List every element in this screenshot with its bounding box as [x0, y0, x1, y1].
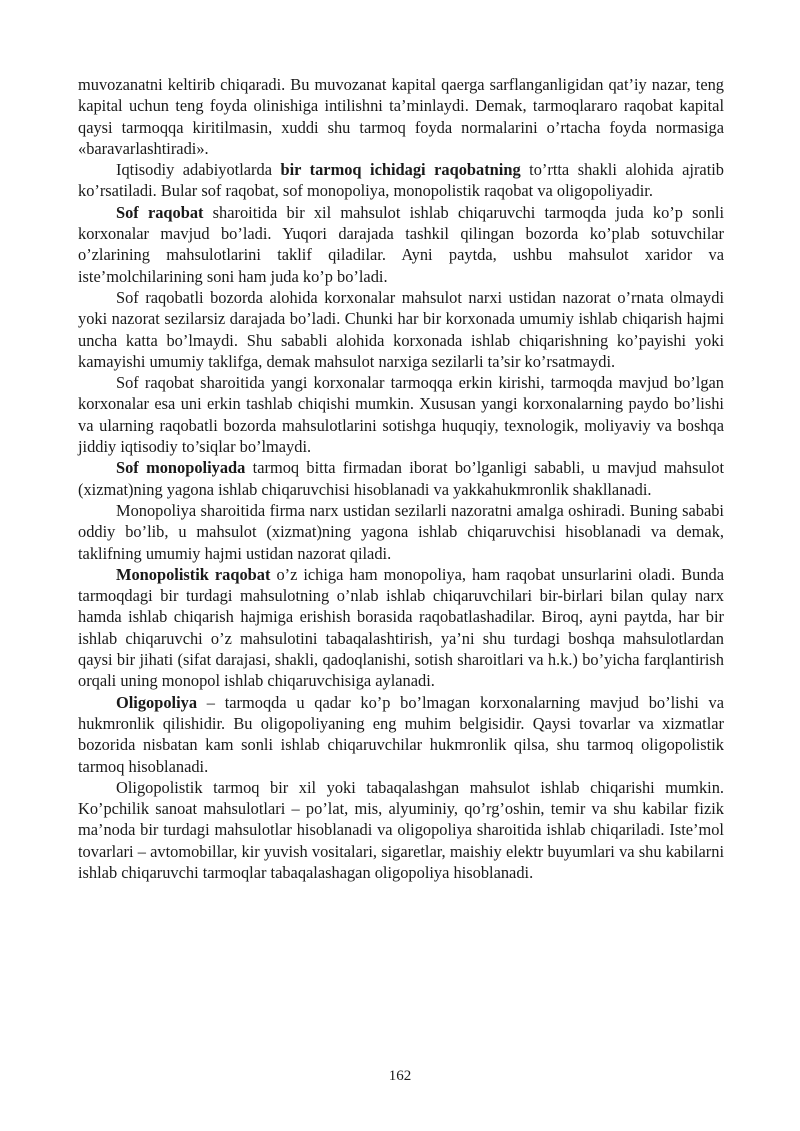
paragraph-monopolistic-competition: [78, 564, 724, 692]
paragraph-intra-industry-competition: [78, 159, 724, 202]
paragraph-continuation: [78, 74, 724, 159]
bold-term: Monopolistik raqobat: [116, 564, 271, 584]
paragraph-monopoly-price-control: [78, 500, 724, 564]
paragraph-oligopoly: [78, 692, 724, 777]
paragraph-text: muvozanatni keltirib chiqaradi. Bu muvozanat kapital qaerga sarflanganligidan qat’iy nazar, teng kapital uchun teng foyda olinishiga intilishni ta’minlaydi. Demak, tarmoqlararo raqobat kapital qaysi tarmoqqa kiritilmasin, xuddi shu tarmoq foyda normalarini o’rtacha foyda normasiga «baravarlashtiradi».: [78, 75, 724, 158]
paragraph-free-entry: [78, 372, 724, 457]
paragraph-text: Monopoliya sharoitida firma narx ustidan sezilarli nazoratni amalga oshiradi. Buning sababi oddiy bo’lib, u mahsulot (xizmat)ning yagona ishlab chiqaruvchisi hisoblanadi va demak, taklifning umumiy hajmi ustidan nazorat qiladi.: [78, 500, 724, 563]
paragraph-text: o’z ichiga ham monopoliya, ham raqobat unsurlarini oladi. Bunda tarmoqdagi bir turdagi mahsulotning o’nlab ishlab chiqaruvchilari bir-birlari bilan qulay narx hamda ishlab chiqarish hajmiga erishish borasida raqobatlashadilar. Biroq, ayni paytda, har bir ishlab chiqaruvchi o’z mahsulotini tabaqalashtirish, ya’ni shu turdagi boshqa mahsulotlardan qaysi bir jihati (sifat darajasi, shakli, qadoqlanishi, sotish sharoitlari va h.k.) bo’yicha farqlantirish orqali uning monopol ishlab chiqaruvchisiga aylanadi.: [78, 564, 724, 691]
paragraph-text: – tarmoqda u qadar ko’p bo’lmagan korxonalarning mavjud bo’lishi va hukmronlik qilishidir. Bu oligopoliyaning eng muhim belgisidir. Qaysi tovarlar va xizmatlar bozorida nisbatan kam sonli ishlab chiqaruvchilar hukmronlik qilsa, shu tarmoq oligopolistik tarmoq hisoblanadi.: [78, 692, 724, 776]
bold-term: bir tarmoq ichidagi raqobatning: [280, 160, 521, 180]
paragraph-text: Iqtisodiy adabiyotlarda: [116, 160, 281, 180]
paragraph-pure-competition-market: [78, 287, 724, 372]
paragraph-text: Sof raqobat sharoitida yangi korxonalar tarmoqqa erkin kirishi, tarmoqda mavjud bo’lgan korxonalar esa uni erkin tashlab chiqishi mumkin. Xususan yangi korxonalarning paydo bo’lishi va ularning raqobatli bozorda mahsulotlarini sotishga huquqiy, texnologik, moliyaviy va boshqa jiddiy iqtisodiy to’siqlar bo’lmaydi.: [78, 373, 724, 457]
page-number: 162: [388, 1068, 412, 1084]
paragraph-text: tarmoq bitta firmadan iborat bo’lganligi sababli, u mavjud mahsulot (xizmat)ning yagona ishlab chiqaruvchisi hisoblanadi va yakkahukmronlik shakllanadi.: [78, 458, 724, 499]
bold-term: Sof monopoliyada: [116, 458, 246, 478]
bold-term: Sof raqobat: [116, 202, 204, 222]
paragraph-text: Oligopolistik tarmoq bir xil yoki tabaqalashgan mahsulot ishlab chiqarishi mumkin. Ko’pchilik sanoat mahsulotlari – po’lat, mis, alyuminiy, qo’rg’oshin, temir va shu kabilar fizik ma’noda bir turdagi mahsulotlar hisoblanadi va oligopoliya sharoitida ishlab chiqariladi. Iste’mol tovarlari – avtomobillar, kir yuvish vositalari, sigaretlar, maishiy elektr buyumlari va shu kabilarni ishlab chiqaruvchi tarmoqlar tabaqalashagan oligopoliya hisoblanadi.: [78, 777, 724, 882]
paragraph-pure-monopoly: [78, 457, 724, 500]
page-body: [78, 74, 724, 883]
bold-term: Oligopoliya: [116, 692, 198, 712]
paragraph-text: sharoitida bir xil mahsulot ishlab chiqaruvchi tarmoqda juda ko’p sonli korxonalar mavjud bo’ladi. Yuqori darajada tashkil qilingan bozorda ko’plab sotuvchilar o’zlarining mahsulotlarini taklif qiladilar. Ayni paytda, ushbu mahsulot xaridor va iste’molchilarining soni ham juda ko’p bo’ladi.: [78, 202, 724, 286]
paragraph-pure-competition: [78, 202, 724, 287]
paragraph-text: Sof raqobatli bozorda alohida korxonalar mahsulot narxi ustidan nazorat o’rnata olmaydi yoki nazorat sezilarsiz darajada bo’ladi. Chunki har bir korxonada umumiy ishlab chiqarish hajmi uncha katta bo’lmaydi. Shu sababli alohida korxonada ishlab chiqarishning ko’payishi yoki kamayishi umumiy taklifga, demak mahsulot narxiga sezilarli ta’sir ko’rsatmaydi.: [78, 287, 724, 371]
paragraph-oligopolistic-industry: [78, 777, 724, 883]
paragraph-text: to’rtta shakli alohida ajratib ko’rsatiladi. Bular sof raqobat, sof monopoliya, monopolistik raqobat va oligopoliyadir.: [78, 160, 724, 201]
